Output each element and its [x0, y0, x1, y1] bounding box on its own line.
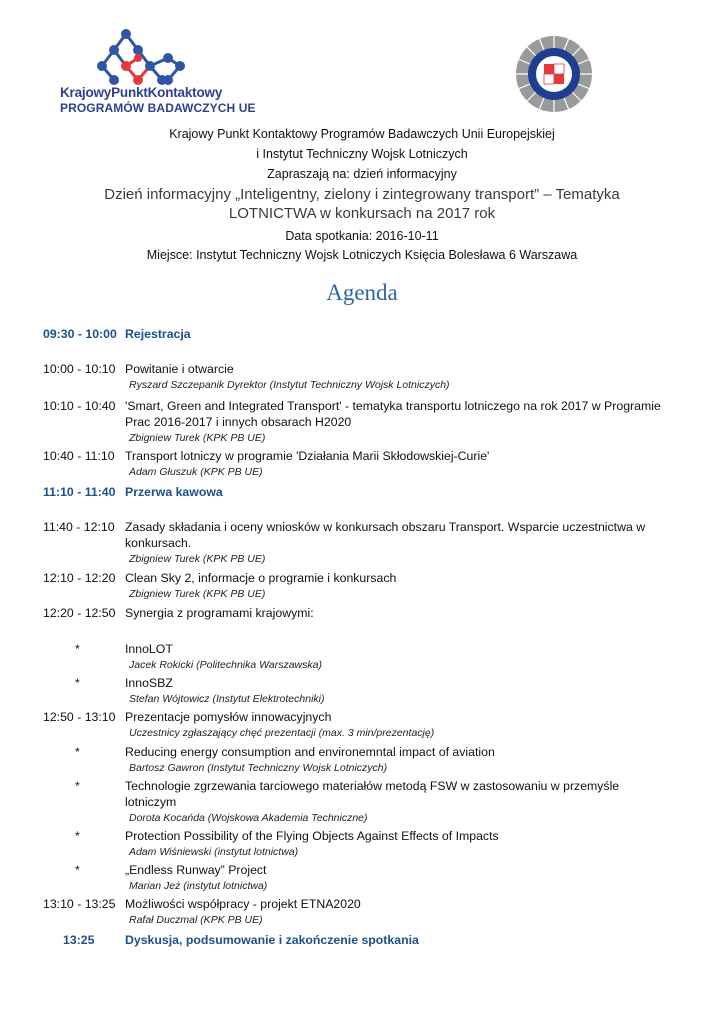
itwl-emblem-icon — [514, 34, 594, 114]
item-title: Przerwa kawowa — [125, 485, 223, 499]
item-time: 11:10 - 11:40 — [43, 485, 116, 499]
event-title — [60, 185, 664, 223]
logo-text-line1: KrajowyPunktKontaktowy — [60, 85, 223, 100]
item-speaker: Adam Głuszuk (KPK PB UE) — [129, 466, 263, 478]
item-speaker: Jacek Rokicki (Politechnika Warszawska) — [129, 659, 322, 671]
item-title: InnoLOT — [125, 642, 173, 656]
item-speaker: Zbigniew Turek (KPK PB UE) — [129, 588, 266, 600]
bullet-star: * — [75, 829, 80, 843]
item-title-line1: Zasady składania i oceny wniosków w konkursach obszaru Transport. Wsparcie uczestnictwa w — [125, 520, 646, 534]
meeting-place: Miejsce: Instytut Techniczny Wojsk Lotniczych Księcia Bolesława 6 Warszawa — [146, 248, 578, 262]
item-time: 11:40 - 12:10 — [43, 520, 115, 534]
item-time: 13:25 — [63, 933, 95, 947]
item-time: 12:20 - 12:50 — [43, 606, 116, 620]
item-speaker: Rafał Duczmal (KPK PB UE) — [129, 914, 263, 926]
item-time: 12:10 - 12:20 — [43, 571, 116, 585]
molecule-logo-icon — [58, 22, 228, 86]
item-time: 09:30 - 10:00 — [43, 327, 117, 341]
item-speaker: Adam Wiśniewski (instytut lotnictwa) — [129, 846, 299, 858]
item-speaker: Zbigniew Turek (KPK PB UE) — [129, 432, 266, 444]
kpk-logo — [58, 22, 256, 118]
item-speaker: Ryszard Szczepanik Dyrektor (Instytut Techniczny Wojsk Lotniczych) — [129, 379, 450, 391]
item-time: 13:10 - 13:25 — [43, 897, 116, 911]
item-title: Powitanie i otwarcie — [125, 362, 234, 376]
item-title-line1: Technologie zgrzewania tarciowego materiałów metodą FSW w zastosowaniu w przemyśle — [125, 779, 620, 793]
item-title: Synergia z programami krajowymi: — [125, 606, 314, 620]
item-title: Protection Possibility of the Flying Objects Against Effects of Impacts — [125, 829, 499, 843]
item-title: Rejestracja — [125, 327, 191, 341]
item-time: 10:10 - 10:40 — [43, 399, 116, 413]
bullet-star: * — [75, 676, 80, 690]
bullet-star: * — [75, 745, 80, 759]
item-speaker: Dorota Kocańda (Wojskowa Akademia Techniczne) — [129, 812, 368, 824]
invitation-line: Zapraszają na: dzień informacyjny — [267, 167, 457, 181]
item-title: Transport lotniczy w programie 'Działania Marii Skłodowskiej-Curie' — [125, 449, 490, 463]
item-title: Reducing energy consumption and environemntal impact of aviation — [125, 745, 495, 759]
event-title-line1: Dzień informacyjny „Inteligentny, zielony i zintegrowany transport” – Tematyka — [104, 186, 620, 203]
item-speaker: Uczestnicy zgłaszający chęć prezentacji (max. 3 min/prezentację) — [129, 727, 435, 739]
agenda-title: Agenda — [326, 280, 398, 305]
item-time: 10:40 - 11:10 — [43, 449, 115, 463]
item-title: Możliwości współpracy - projekt ETNA2020 — [125, 897, 361, 911]
item-title-line2: lotniczym — [125, 795, 177, 809]
item-speaker: Bartosz Gawron (Instytut Techniczny Wojsk Lotniczych) — [129, 762, 388, 774]
bullet-star: * — [75, 779, 80, 793]
item-speaker: Marian Jeż (instytut lotnictwa) — [129, 880, 268, 892]
logo-text-line2: PROGRAMÓW BADAWCZYCH UE — [60, 101, 256, 115]
item-title: Dyskusja, podsumowanie i zakończenie spotkania — [125, 933, 419, 947]
item-time: 10:00 - 10:10 — [43, 362, 116, 376]
bullet-star: * — [75, 863, 80, 877]
item-title: InnoSBZ — [125, 676, 173, 690]
bullet-star: * — [75, 642, 80, 656]
co-organizer-line: i Instytut Techniczny Wojsk Lotniczych — [256, 147, 468, 161]
item-speaker: Stefan Wójtowicz (Instytut Elektrotechniki) — [129, 693, 325, 705]
item-title: Prezentacje pomysłów innowacyjnych — [125, 710, 332, 724]
event-title-line2: LOTNICTWA w konkursach na 2017 rok — [228, 205, 496, 222]
organizer-line: Krajowy Punkt Kontaktowy Programów Badawczych Unii Europejskiej — [169, 127, 555, 141]
item-title-line2: konkursach. — [125, 536, 192, 550]
item-title-line1: 'Smart, Green and Integrated Transport' - tematyka transportu lotniczego na rok 2017 w Programie — [125, 399, 661, 413]
item-title: „Endless Runway” Project — [125, 863, 267, 877]
item-time: 12:50 - 13:10 — [43, 710, 116, 724]
item-title: Clean Sky 2, informacje o programie i konkursach — [125, 571, 397, 585]
meeting-date: Data spotkania: 2016-10-11 — [285, 229, 439, 243]
item-title-line2: Prac 2016-2017 i innych obsarach H2020 — [125, 415, 352, 429]
item-speaker: Zbigniew Turek (KPK PB UE) — [129, 553, 266, 565]
